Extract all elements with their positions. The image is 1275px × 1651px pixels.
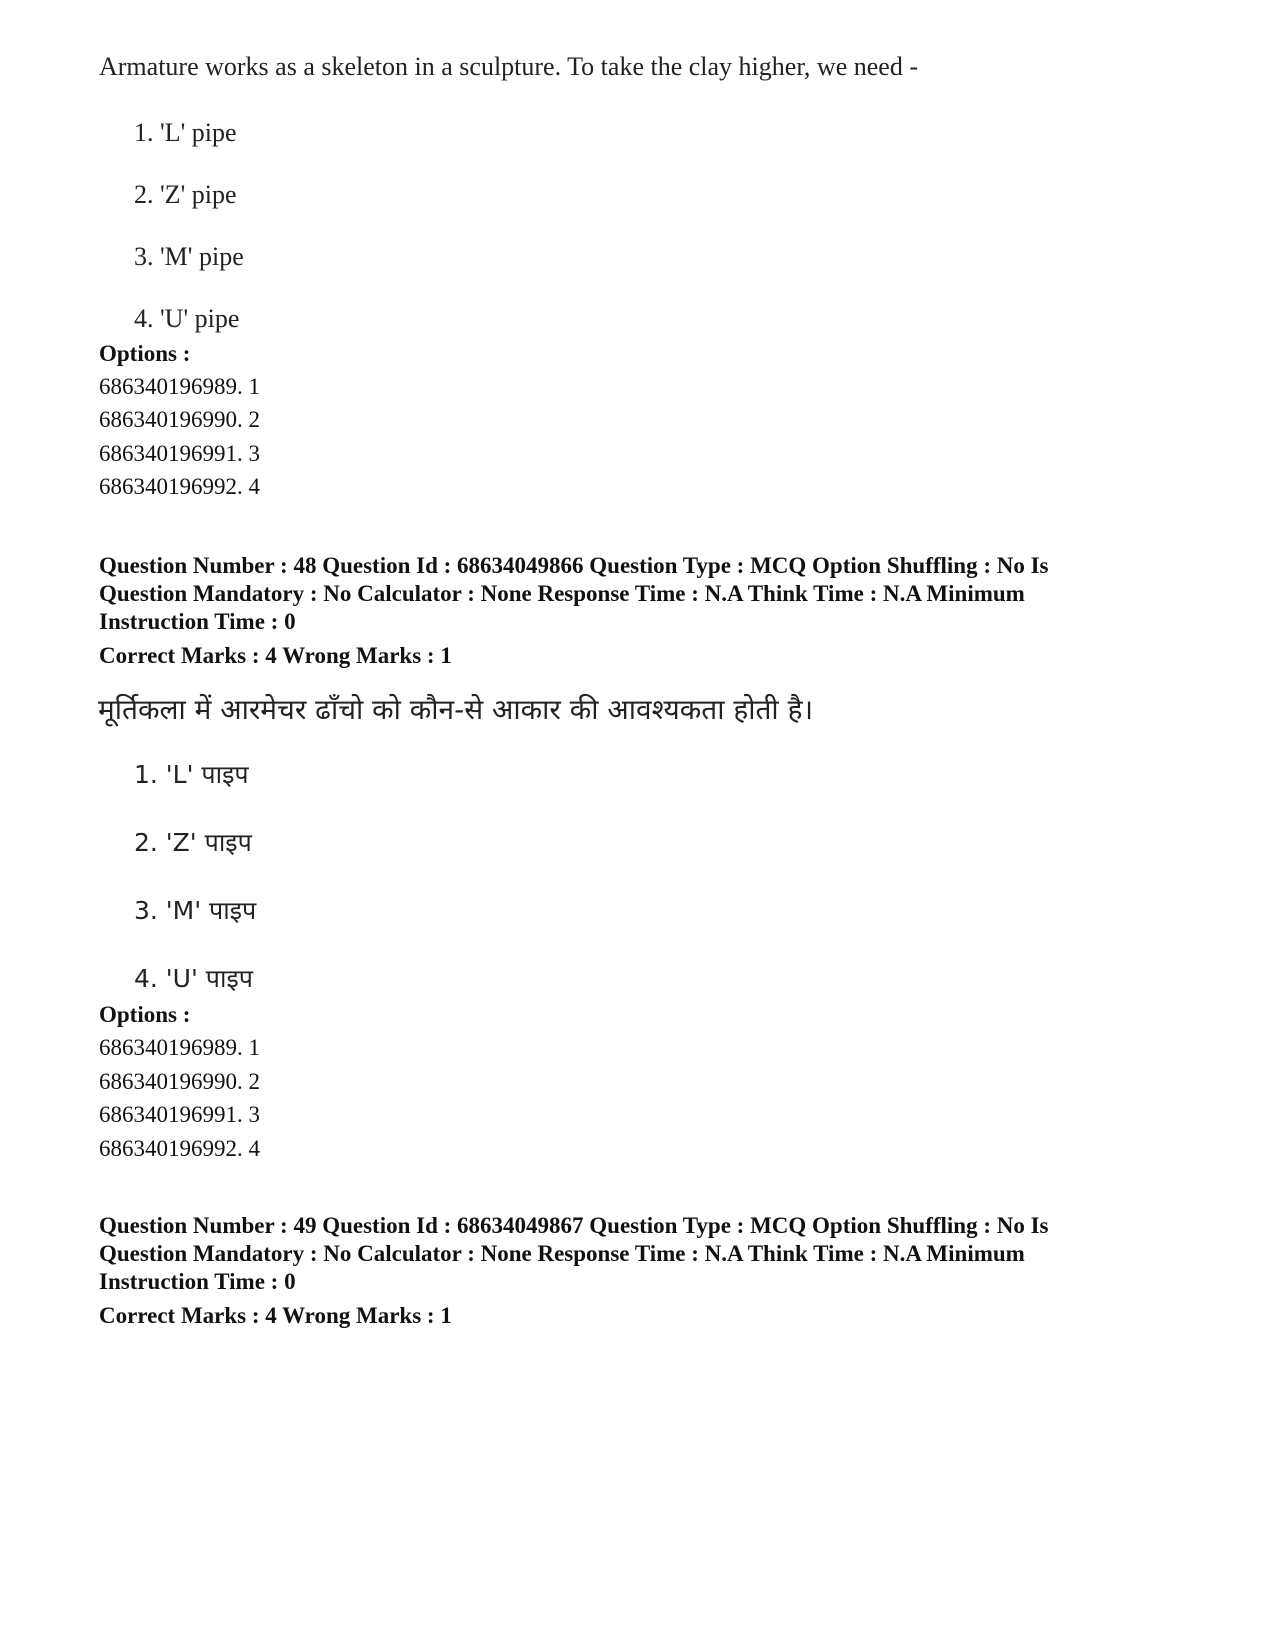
question-48-meta: [99, 552, 1179, 636]
question-47-option-4: 686340196992. 4: [99, 474, 260, 499]
question-48-option-3: 686340196991. 3: [99, 1102, 260, 1127]
question-48-choice-3: 3. 'M' पाइप: [134, 896, 257, 925]
question-47-stem: Armature works as a skeleton in a sculpture. To take the clay higher, we need -: [99, 52, 918, 81]
question-48-choice-1: 1. 'L' पाइप: [134, 760, 249, 789]
question-48-meta-line-3: Instruction Time : 0: [99, 609, 296, 634]
question-48-choice-4: 4. 'U' पाइप: [134, 964, 253, 993]
question-47-choice-1: 1. 'L' pipe: [134, 118, 237, 147]
question-48-option-2: 686340196990. 2: [99, 1069, 260, 1094]
question-48-meta-line-1: Question Number : 48 Question Id : 68634049866 Question Type : MCQ Option Shuffling : No Is: [99, 553, 1049, 578]
question-47-choice-4: 4. 'U' pipe: [134, 304, 240, 333]
question-47-choice-2: 2. 'Z' pipe: [134, 180, 237, 209]
question-47-options-label: Options :: [99, 341, 191, 366]
question-47-option-2: 686340196990. 2: [99, 407, 260, 432]
question-49-meta: [99, 1212, 1179, 1296]
question-49-meta-line-1: Question Number : 49 Question Id : 68634049867 Question Type : MCQ Option Shuffling : No Is: [99, 1213, 1049, 1238]
question-48-option-1: 686340196989. 1: [99, 1035, 260, 1060]
question-48-stem: मूर्तिकला में आरमेचर ढाँचो को कौन-से आकार की आवश्यकता होती है।: [98, 693, 814, 726]
question-48-marks: Correct Marks : 4 Wrong Marks : 1: [99, 643, 452, 668]
question-48-choice-2: 2. 'Z' पाइप: [134, 828, 252, 857]
question-49-meta-line-3: Instruction Time : 0: [99, 1269, 296, 1294]
question-49-meta-line-2: Question Mandatory : No Calculator : None Response Time : N.A Think Time : N.A Minimum: [99, 1241, 1025, 1266]
question-49-marks: Correct Marks : 4 Wrong Marks : 1: [99, 1303, 452, 1328]
question-47-option-1: 686340196989. 1: [99, 374, 260, 399]
question-47-option-3: 686340196991. 3: [99, 441, 260, 466]
question-48-options-label: Options :: [99, 1002, 191, 1027]
question-47-choice-3: 3. 'M' pipe: [134, 242, 244, 271]
question-48-option-4: 686340196992. 4: [99, 1136, 260, 1161]
question-48-meta-line-2: Question Mandatory : No Calculator : None Response Time : N.A Think Time : N.A Minimum: [99, 581, 1025, 606]
